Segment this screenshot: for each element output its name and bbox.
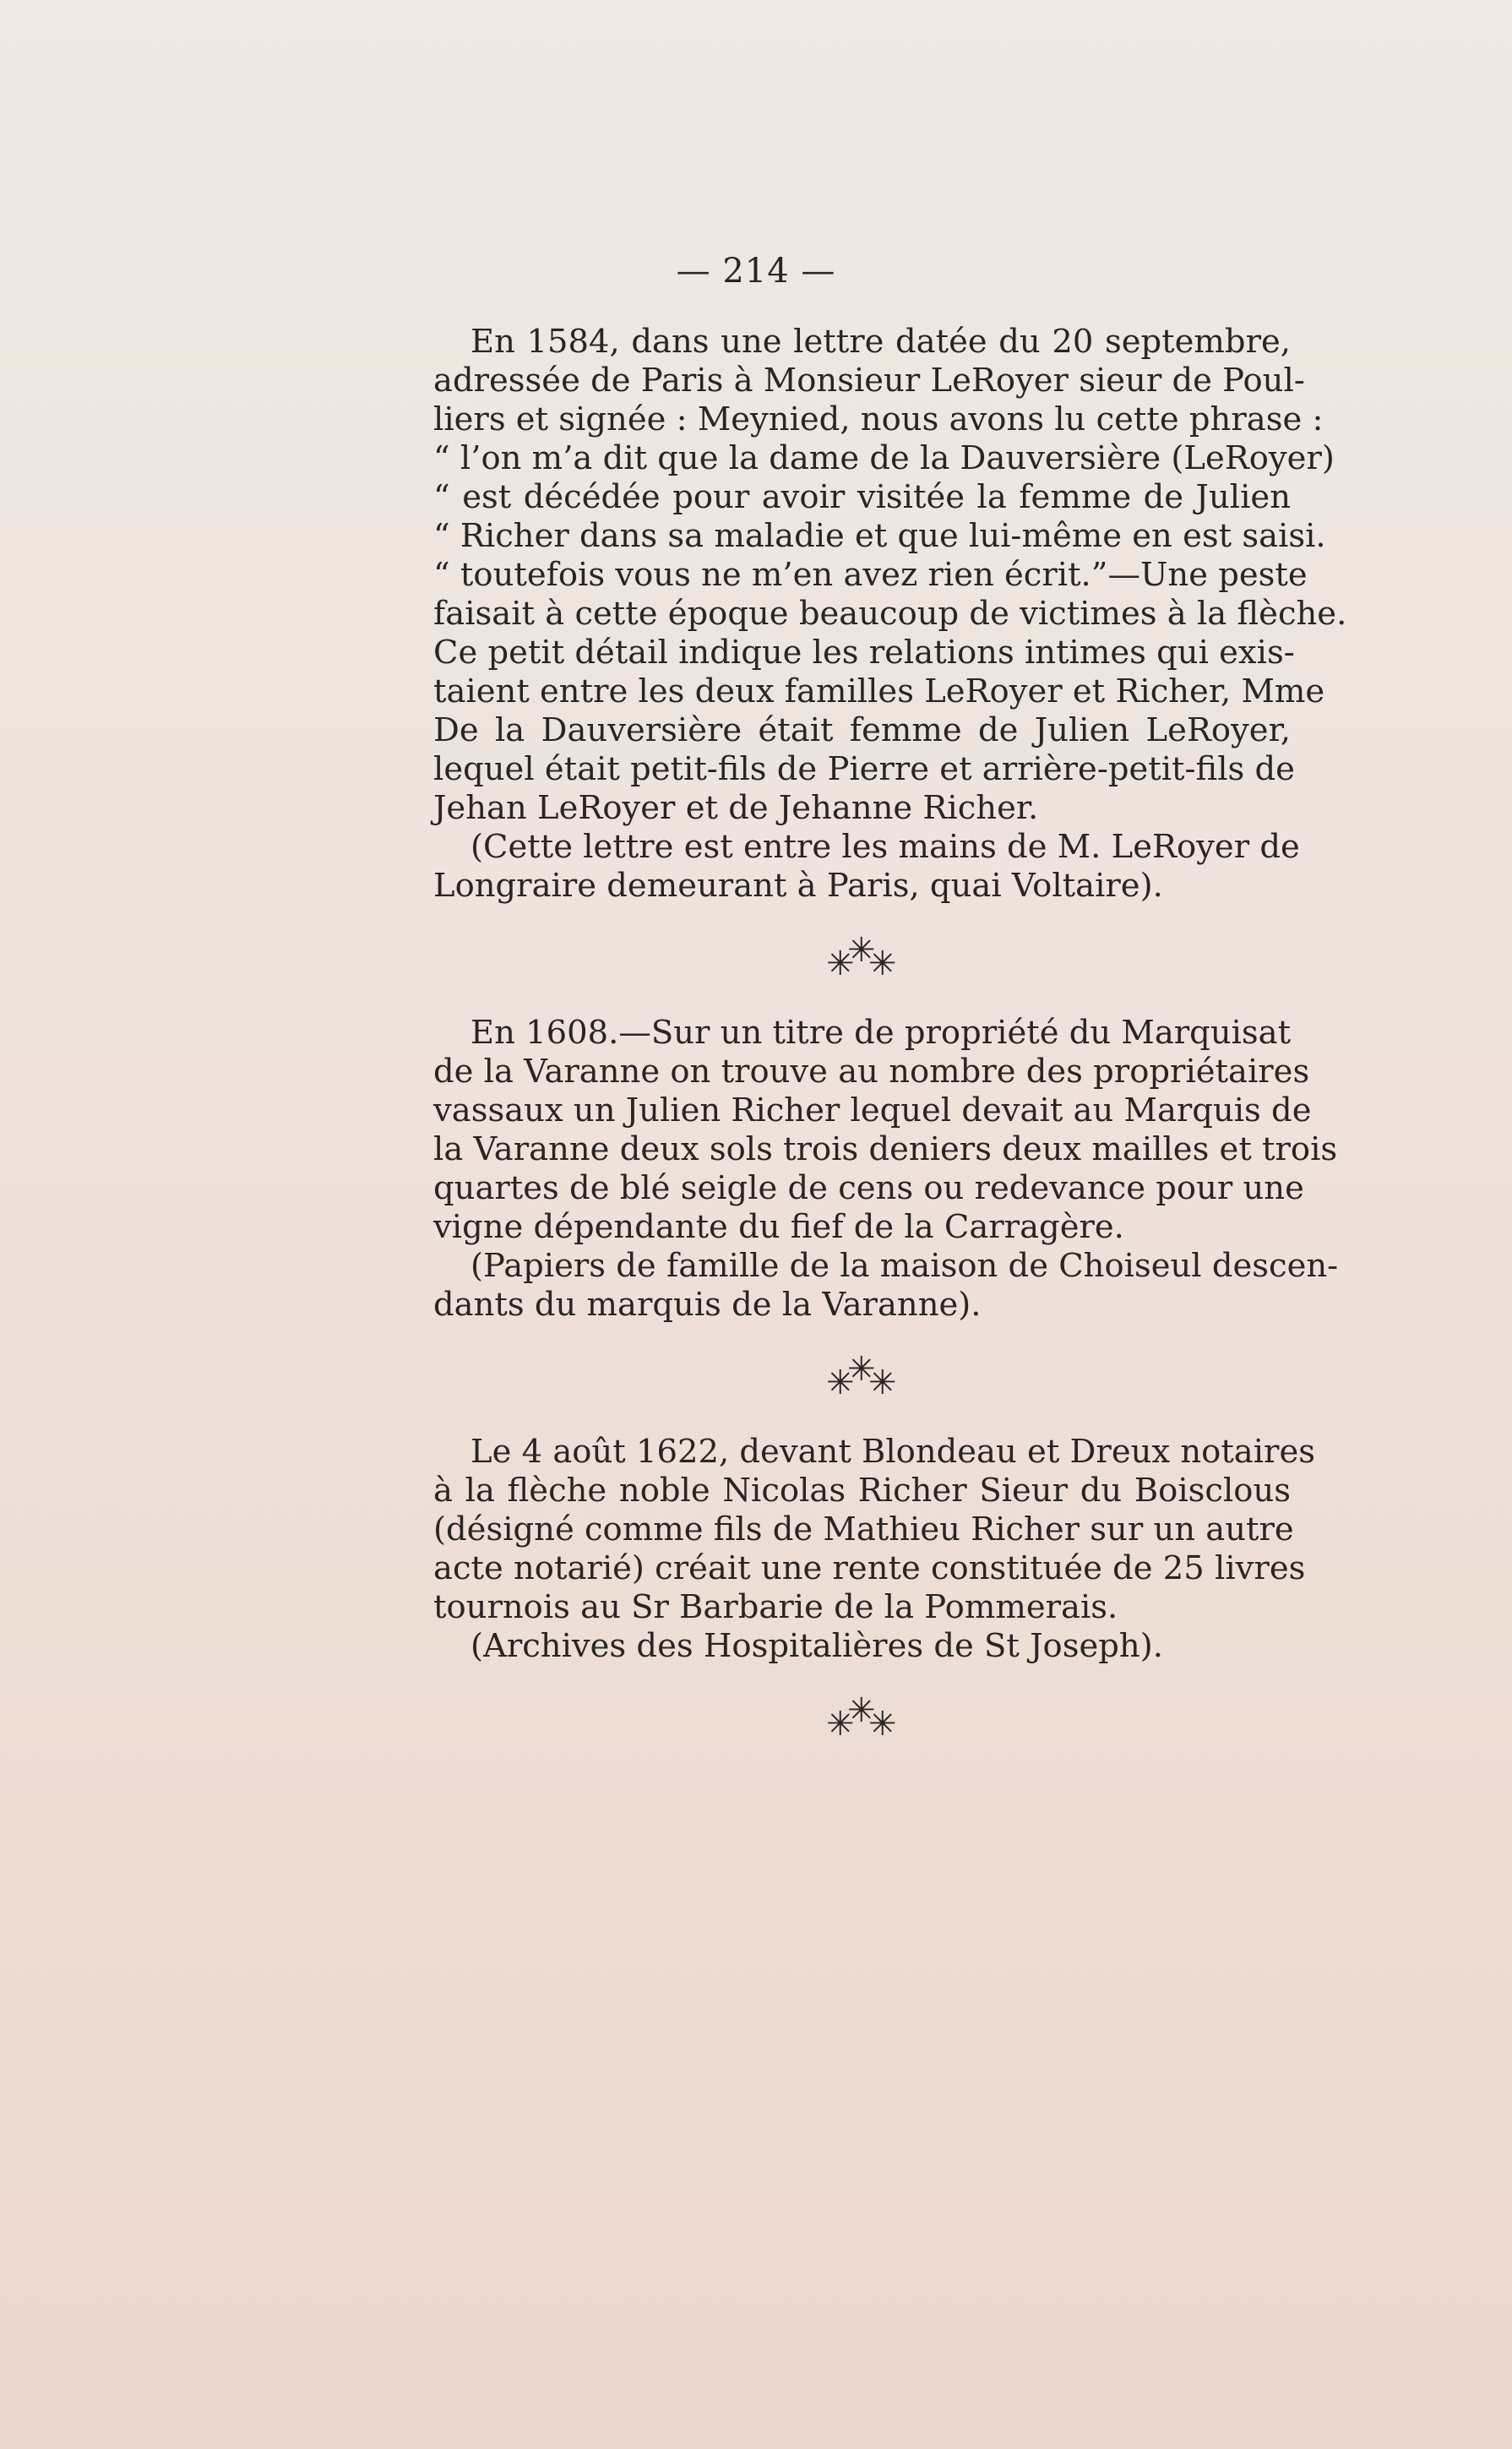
text-line: dants du marquis de la Varanne). (433, 1286, 982, 1324)
asterisk-icon: ✳ (868, 1705, 897, 1744)
text-line: De la Dauversière était femme de Julien LeRoyer, (433, 711, 1291, 749)
text-line: “ est décédée pour avoir visitée la femme de Julien (433, 478, 1291, 516)
text-line: “ toutefois vous ne m’en avez rien écrit.”—Une peste (433, 556, 1308, 594)
text-line: vigne dépendante du fief de la Carragère. (433, 1208, 1124, 1246)
asterisk-icon: ✳ (868, 944, 897, 983)
asterisk-icon: ✳ (826, 944, 855, 983)
text-line: de la Varanne on trouve au nombre des propriétaires (433, 1053, 1310, 1091)
asterisk-icon: ✳ (868, 1363, 897, 1402)
page-number: — 214 — (676, 252, 836, 291)
asterism-separator (433, 1690, 1291, 1750)
asterisk-icon: ✳ (847, 931, 876, 970)
text-line: (Archives des Hospitalières de St Joseph). (470, 1627, 1163, 1665)
paragraph-1584 (433, 323, 1347, 906)
text-line: (désigné comme fils de Mathieu Richer sur un autre (433, 1510, 1294, 1548)
text-line: taient entre les deux familles LeRoyer et Richer, Mme (433, 672, 1325, 710)
asterism-separator (433, 929, 1291, 990)
paragraph-1608 (433, 1014, 1339, 1325)
asterism-separator (433, 1348, 1291, 1409)
text-line: Le 4 août 1622, devant Blondeau et Dreux notaires (470, 1433, 1316, 1471)
text-line: “ l’on m’a dit que la dame de la Dauversière (LeRoyer) (433, 439, 1335, 477)
asterisk-icon: ✳ (847, 1691, 876, 1730)
text-line: adressée de Paris à Monsieur LeRoyer sieur de Poul- (433, 362, 1305, 400)
text-line: lequel était petit-fils de Pierre et arrière-petit-fils de (433, 750, 1295, 788)
text-line: liers et signée : Meynied, nous avons lu cette phrase : (433, 400, 1324, 438)
text-line: Ce petit détail indique les relations intimes qui exis- (433, 634, 1295, 672)
asterisk-icon: ✳ (826, 1705, 855, 1744)
text-line: En 1608.—Sur un titre de propriété du Marquisat (470, 1014, 1292, 1052)
text-line: Jehan LeRoyer et de Jehanne Richer. (433, 789, 1039, 827)
body-text (433, 323, 1347, 1750)
paragraph-1622 (433, 1433, 1316, 1666)
text-line: vassaux un Julien Richer lequel devait au Marquis de (433, 1091, 1312, 1129)
text-line: faisait à cette époque beaucoup de victimes à la flèche. (433, 595, 1347, 633)
text-line: En 1584, dans une lettre datée du 20 septembre, (470, 323, 1291, 361)
text-line: (Cette lettre est entre les mains de M. LeRoyer de (470, 828, 1300, 866)
text-line: quartes de blé seigle de cens ou redevance pour une (433, 1169, 1304, 1207)
text-line: (Papiers de famille de la maison de Choiseul descen- (470, 1247, 1339, 1285)
text-line: acte notarié) créait une rente constituée de 25 livres (433, 1549, 1306, 1587)
asterisk-icon: ✳ (847, 1350, 876, 1389)
text-line: tournois au Sr Barbarie de la Pommerais. (433, 1588, 1118, 1626)
text-line: la Varanne deux sols trois deniers deux mailles et trois (433, 1130, 1338, 1168)
text-line: “ Richer dans sa maladie et que lui-même en est saisi. (433, 517, 1326, 555)
text-line: Longraire demeurant à Paris, quai Voltaire). (433, 867, 1163, 905)
text-line: à la flèche noble Nicolas Richer Sieur du Boisclous (433, 1472, 1291, 1510)
asterisk-icon: ✳ (826, 1363, 855, 1402)
